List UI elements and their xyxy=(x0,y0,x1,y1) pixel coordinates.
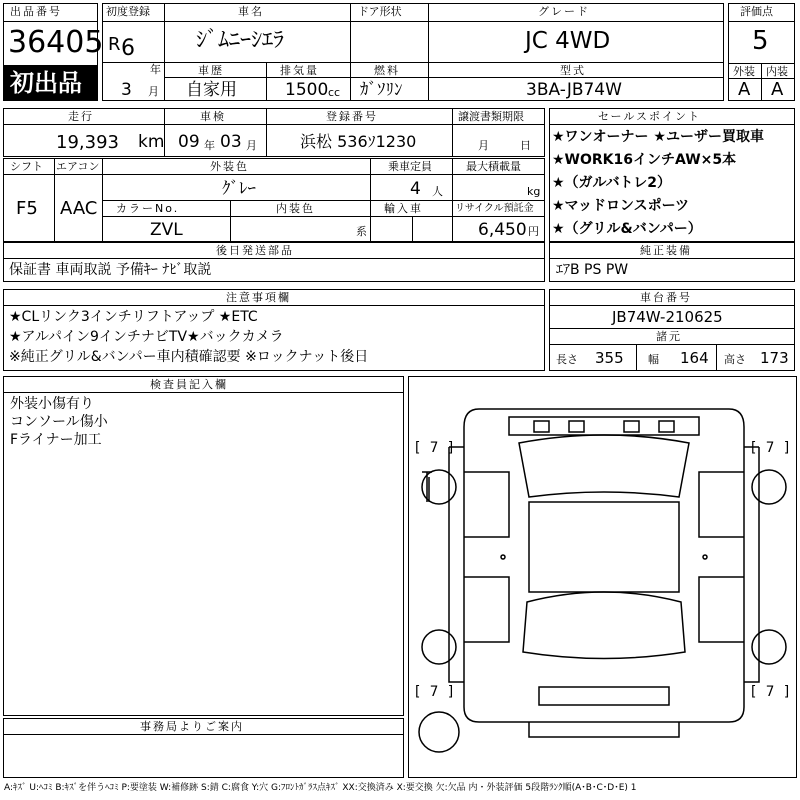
door-label: ドア形状 xyxy=(358,5,402,18)
width-label: 幅 xyxy=(648,353,659,366)
chassis-value: JB74W-210625 xyxy=(612,308,723,326)
model-code-value: 3BA-JB74W xyxy=(526,80,622,100)
first-reg-year: 6 xyxy=(121,36,135,61)
interior-grade: A xyxy=(771,79,784,100)
mileage-label: 走行 xyxy=(68,110,94,123)
inspection-month-unit: 月 xyxy=(246,139,257,152)
dims-label: 諸元 xyxy=(656,330,682,343)
notes-label: 注意事項欄 xyxy=(226,291,291,304)
transfer-label: 譲渡書類期限 xyxy=(458,110,524,123)
inspector-label: 検査員記入欄 xyxy=(150,378,228,391)
first-reg-label: 初度登録 xyxy=(106,5,150,18)
history-label: 車歴 xyxy=(198,64,224,77)
first-reg-year-unit: 年 xyxy=(150,63,161,76)
damage-diagram xyxy=(408,376,797,778)
score-label: 評価点 xyxy=(740,5,773,18)
model-name: ｼﾞﾑﾆｰｼｴﾗ xyxy=(196,28,285,53)
recycle-label: リサイクル預託金 xyxy=(455,203,534,214)
car-outline xyxy=(409,377,798,779)
lot-number: 36405 xyxy=(8,25,104,60)
lot-number-label: 出品番号 xyxy=(10,5,62,18)
color-value: ｸﾞﾚｰ xyxy=(222,179,256,199)
exterior-grade: A xyxy=(738,79,751,100)
score-value: 5 xyxy=(752,26,769,56)
first-reg-era: R xyxy=(108,34,121,55)
length-value: 355 xyxy=(595,349,624,367)
plate-value: 浜松 536ｿ1230 xyxy=(300,132,417,151)
inspection-year: 09 xyxy=(178,132,200,152)
fuel-label: 燃料 xyxy=(374,64,400,77)
sales-point-3: ★（ガルバトレ2） xyxy=(552,175,672,191)
inspection-month: 03 xyxy=(220,132,242,152)
capacity-value: 4 xyxy=(410,179,421,199)
chassis-label: 車台番号 xyxy=(640,291,692,304)
recycle-value: 6,450 xyxy=(478,220,527,240)
grade-label: グレード xyxy=(538,5,590,18)
equipment-value: ｴｱB PS PW xyxy=(556,262,629,278)
legend: A:ｷｽﾞ U:ﾍｺﾐ B:ｷｽﾞを伴うﾍｺﾐ P:要塗装 W:補修跡 S:錆 C:腐食 Y:穴 G:ﾌﾛﾝﾄｶﾞﾗｽ点ｷｽﾞ XX:交換済み X:要交換 欠:欠品 内・外装評価 5段階ﾗﾝｸ順(A･B･C･D･E) 1 xyxy=(4,783,637,793)
tire-mark-front-left: [ 7 ] xyxy=(413,440,456,456)
grade-value: JC 4WD xyxy=(525,28,611,54)
displacement-label: 排気量 xyxy=(280,64,319,77)
max-load-unit: kg xyxy=(527,185,541,198)
sales-point-1: ★ワンオーナー ★ユーザー買取車 xyxy=(552,129,764,145)
max-load-label: 最大積載量 xyxy=(466,160,521,173)
aircon-value: AAC xyxy=(60,198,98,219)
shift-label: シフト xyxy=(10,160,43,173)
interior-color-unit: 系 xyxy=(356,225,367,238)
sales-points-label: セールスポイント xyxy=(598,110,702,123)
notes-line-2: ★アルパイン9インチナビTV★バックカメラ xyxy=(9,329,284,345)
height-label: 高さ xyxy=(724,353,746,366)
tire-mark-rear-right: [ 7 ] xyxy=(749,684,792,700)
fuel-value: ｶﾞｿﾘﾝ xyxy=(360,80,403,100)
interior-grade-label: 内装 xyxy=(766,65,788,78)
notes-line-3: ※純正グリル&バンパー車内積確認要 ※ロックナット後日 xyxy=(9,349,369,365)
history-value: 自家用 xyxy=(186,80,237,100)
color-no-label: カラーNo. xyxy=(116,202,180,215)
transfer-month-unit: 月 xyxy=(478,139,489,152)
mileage-value: 19,393 xyxy=(56,132,119,153)
first-listing-badge-text: 初出品 xyxy=(10,69,82,97)
displacement-unit: cc xyxy=(328,86,341,99)
mileage-unit: km xyxy=(138,132,165,152)
color-no-value: ZVL xyxy=(150,220,183,240)
exterior-grade-label: 外装 xyxy=(733,65,755,78)
first-reg-month: 3 xyxy=(121,80,132,100)
inspection-label: 車検 xyxy=(200,110,226,123)
model-code-label: 型式 xyxy=(560,64,586,77)
capacity-unit: 人 xyxy=(432,185,443,198)
plate-label: 登録番号 xyxy=(326,110,378,123)
interior-color-label: 内装色 xyxy=(276,202,315,215)
inspection-year-unit: 年 xyxy=(204,139,215,152)
later-parts-label: 後日発送部品 xyxy=(216,244,294,257)
import-label: 輸入車 xyxy=(384,202,423,215)
model-name-label: 車名 xyxy=(238,5,264,18)
notes-line-1: ★CLリンク3インチリフトアップ ★ETC xyxy=(9,309,258,325)
inspector-line-2: コンソール傷小 xyxy=(10,414,108,430)
width-value: 164 xyxy=(680,349,709,367)
first-reg-month-unit: 月 xyxy=(148,85,159,98)
tire-mark-front-right: [ 7 ] xyxy=(749,440,792,456)
sales-point-5: ★（グリル&バンパー） xyxy=(552,221,702,237)
tire-mark-rear-left: [ 7 ] xyxy=(413,684,456,700)
capacity-label: 乗車定員 xyxy=(388,160,432,173)
inspector-line-1: 外装小傷有り xyxy=(10,396,94,412)
inspector-line-3: Fライナー加工 xyxy=(10,432,102,448)
later-parts-value: 保証書 車両取説 予備ｷｰ ﾅﾋﾞ取説 xyxy=(9,262,212,278)
length-label: 長さ xyxy=(556,353,578,366)
transfer-day-unit: 日 xyxy=(520,139,531,152)
equipment-label: 純正装備 xyxy=(640,244,692,257)
height-value: 173 xyxy=(760,349,789,367)
sales-point-4: ★マッドロンスポーツ xyxy=(552,198,690,214)
color-label: 外装色 xyxy=(210,160,249,173)
aircon-label: エアコン xyxy=(56,160,100,173)
office-label: 事務局よりご案内 xyxy=(140,720,244,733)
recycle-unit: 円 xyxy=(528,225,539,238)
displacement-value: 1500 xyxy=(285,80,329,100)
shift-value: F5 xyxy=(16,198,38,219)
sales-point-2: ★WORK16インチAW×5本 xyxy=(552,152,737,168)
